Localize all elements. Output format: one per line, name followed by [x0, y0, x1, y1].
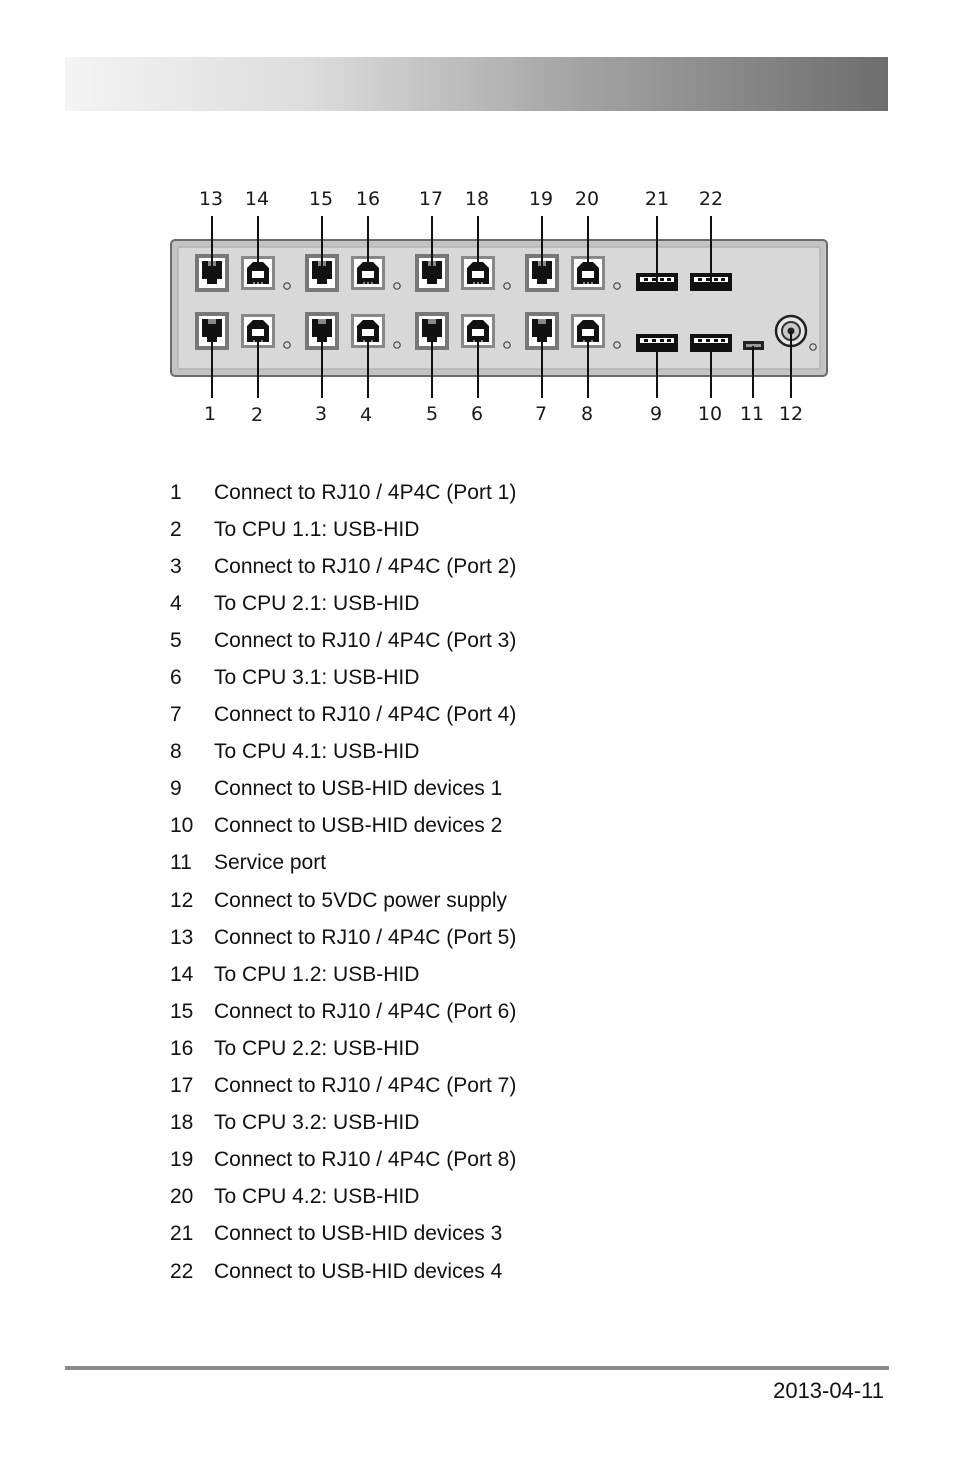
legend-text: Connect to RJ10 / 4P4C (Port 6) — [214, 999, 517, 1023]
callout-9: 9 — [649, 403, 663, 425]
callout-22: 22 — [698, 188, 724, 210]
legend-number: 5 — [170, 628, 182, 652]
port-legend — [170, 474, 516, 1290]
callout-4: 4 — [359, 404, 373, 426]
legend-number: 15 — [170, 999, 194, 1023]
legend-item — [170, 845, 516, 882]
legend-number: 13 — [170, 925, 194, 949]
legend-number: 10 — [170, 814, 194, 838]
callout-5: 5 — [425, 403, 439, 425]
legend-text: Connect to RJ10 / 4P4C (Port 2) — [214, 554, 517, 578]
legend-text: To CPU 4.2: USB-HID — [214, 1185, 420, 1209]
legend-text: Connect to RJ10 / 4P4C (Port 5) — [214, 925, 517, 949]
callout-10: 10 — [697, 403, 723, 425]
legend-text: Connect to USB-HID devices 1 — [214, 777, 503, 801]
legend-item — [170, 993, 516, 1030]
legend-text: To CPU 2.2: USB-HID — [214, 1036, 420, 1060]
legend-item — [170, 956, 516, 993]
legend-text: To CPU 1.2: USB-HID — [214, 962, 420, 986]
legend-item — [170, 771, 516, 808]
legend-number: 4 — [170, 591, 182, 615]
legend-text: Connect to RJ10 / 4P4C (Port 3) — [214, 628, 517, 652]
legend-number: 18 — [170, 1111, 194, 1135]
legend-number: 3 — [170, 554, 182, 578]
legend-number: 8 — [170, 740, 182, 764]
legend-number: 7 — [170, 703, 182, 727]
legend-text: Connect to USB-HID devices 4 — [214, 1259, 503, 1283]
callout-17: 17 — [418, 188, 444, 210]
legend-item — [170, 919, 516, 956]
callout-numbers-bottom — [204, 403, 803, 426]
legend-item — [170, 474, 516, 511]
legend-number: 16 — [170, 1036, 194, 1060]
callout-19: 19 — [528, 188, 554, 210]
callout-numbers-top — [199, 188, 723, 210]
legend-number: 6 — [170, 666, 182, 690]
legend-item — [170, 548, 516, 585]
callout-6: 6 — [470, 403, 484, 425]
legend-number: 20 — [170, 1185, 194, 1209]
callout-20: 20 — [574, 188, 600, 210]
callout-21: 21 — [644, 188, 670, 210]
callout-18: 18 — [464, 188, 490, 210]
callout-7: 7 — [534, 403, 548, 425]
legend-item — [170, 1105, 516, 1142]
legend-text: To CPU 4.1: USB-HID — [214, 740, 420, 764]
callout-16: 16 — [355, 188, 381, 210]
footer-date: 2013-04-11 — [773, 1378, 884, 1403]
legend-text: Connect to RJ10 / 4P4C (Port 8) — [214, 1148, 517, 1172]
callout-12: 12 — [778, 403, 804, 425]
callout-8: 8 — [580, 403, 594, 425]
legend-text: Connect to USB-HID devices 3 — [214, 1222, 503, 1246]
callout-11: 11 — [739, 403, 765, 425]
legend-number: 9 — [170, 777, 182, 801]
callout-14: 14 — [244, 188, 270, 210]
legend-item — [170, 1179, 516, 1216]
legend-item — [170, 1142, 516, 1179]
legend-text: Service port — [214, 851, 327, 875]
callout-2: 2 — [250, 404, 264, 426]
legend-text: Connect to 5VDC power supply — [214, 888, 507, 912]
legend-number: 11 — [170, 851, 192, 875]
legend-item — [170, 1216, 516, 1253]
legend-text: Connect to RJ10 / 4P4C (Port 1) — [214, 480, 517, 504]
legend-item — [170, 1030, 516, 1067]
legend-item — [170, 697, 516, 734]
callout-15: 15 — [308, 188, 334, 210]
legend-item — [170, 511, 516, 548]
legend-text: To CPU 1.1: USB-HID — [214, 517, 420, 541]
legend-text: Connect to RJ10 / 4P4C (Port 7) — [214, 1074, 517, 1098]
legend-number: 22 — [170, 1259, 194, 1283]
legend-item — [170, 734, 516, 771]
legend-number: 2 — [170, 517, 182, 541]
callout-3: 3 — [314, 403, 328, 425]
legend-item — [170, 882, 516, 919]
legend-item — [170, 585, 516, 622]
legend-text: Connect to RJ10 / 4P4C (Port 4) — [214, 703, 517, 727]
legend-item — [170, 1068, 516, 1105]
legend-number: 17 — [170, 1074, 194, 1098]
legend-item — [170, 808, 516, 845]
legend-number: 12 — [170, 888, 194, 912]
legend-text: To CPU 3.1: USB-HID — [214, 666, 420, 690]
callout-13: 13 — [198, 188, 224, 210]
legend-item — [170, 1253, 516, 1290]
legend-text: Connect to USB-HID devices 2 — [214, 814, 503, 838]
legend-number: 14 — [170, 962, 194, 986]
legend-item — [170, 622, 516, 659]
legend-number: 1 — [170, 480, 182, 504]
legend-number: 21 — [170, 1222, 194, 1246]
legend-item — [170, 659, 516, 696]
rear-panel-diagram — [0, 0, 954, 460]
legend-number: 19 — [170, 1148, 194, 1172]
footer-rule — [65, 1366, 889, 1370]
callout-1: 1 — [203, 403, 217, 425]
legend-text: To CPU 2.1: USB-HID — [214, 591, 420, 615]
legend-text: To CPU 3.2: USB-HID — [214, 1111, 420, 1135]
